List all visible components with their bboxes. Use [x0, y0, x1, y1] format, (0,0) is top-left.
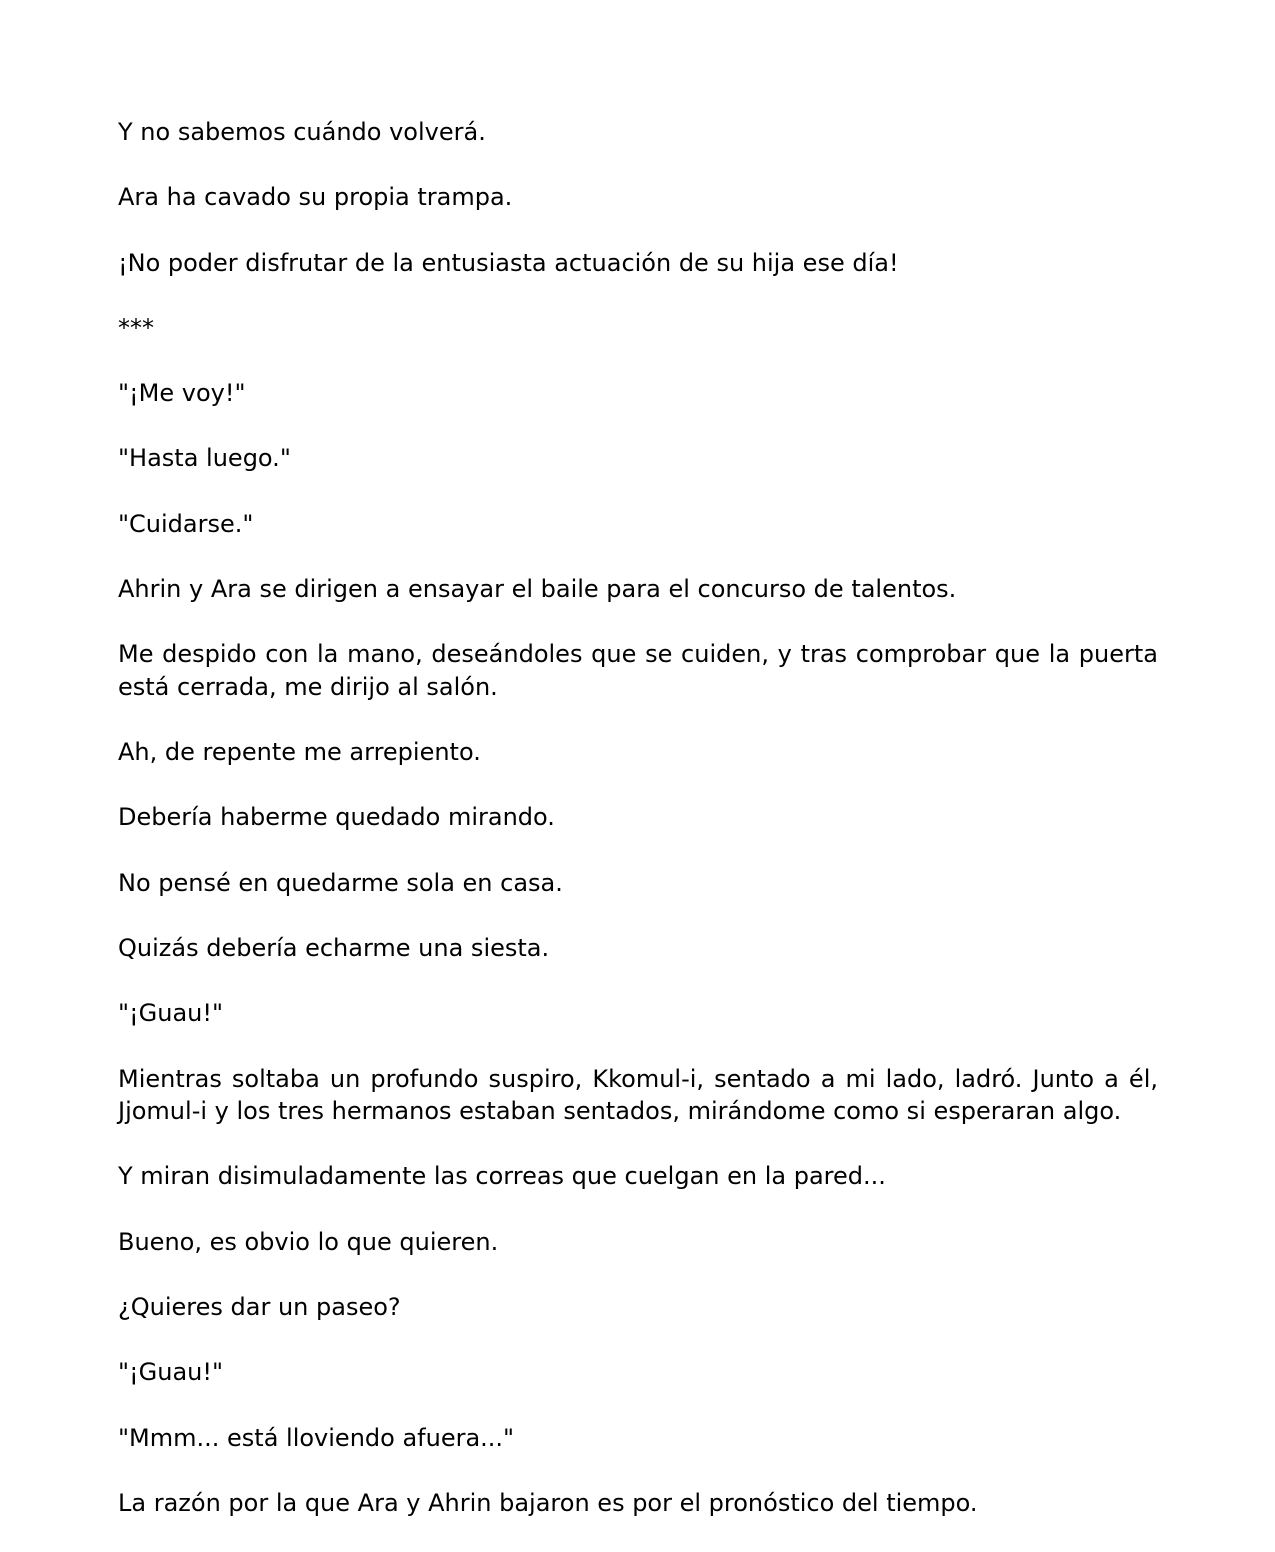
paragraph: Ahrin y Ara se dirigen a ensayar el baile para el concurso de talentos.	[118, 575, 957, 604]
paragraph: Debería haberme quedado mirando.	[118, 803, 555, 832]
paragraph: Y miran disimuladamente las correas que cuelgan en la pared...	[118, 1162, 886, 1191]
dialogue-line: "Hasta luego."	[118, 444, 291, 473]
section-break: ***	[118, 313, 154, 342]
paragraph: La razón por la que Ara y Ahrin bajaron es por el pronóstico del tiempo.	[118, 1488, 978, 1517]
paragraph: Y no sabemos cuándo volverá.	[118, 118, 486, 146]
paragraph: ¡No poder disfrutar de la entusiasta actuación de su hija ese día!	[118, 248, 899, 277]
paragraph: Mientras soltaba un profundo suspiro, Kkomul-i, sentado a mi lado, ladró. Junto a él, Jjomul-i y los tres hermanos estaban sentados, mirándome como si esperaran algo.	[118, 1064, 1158, 1126]
paragraph: Me despido con la mano, deseándoles que se cuiden, y tras comprobar que la puerta está cerrada, me dirijo al salón.	[118, 640, 1158, 701]
paragraph: ¿Quieres dar un paseo?	[118, 1293, 401, 1322]
dialogue-line: "¡Guau!"	[118, 999, 224, 1028]
dialogue-line: "Mmm... está lloviendo afuera..."	[118, 1423, 515, 1452]
dialogue-line: "Cuidarse."	[118, 509, 254, 538]
dialogue-line: "¡Me voy!"	[118, 379, 246, 408]
dialogue-line: "¡Guau!"	[118, 1358, 224, 1387]
paragraph: Ah, de repente me arrepiento.	[118, 738, 481, 767]
paragraph: Bueno, es obvio lo que quieren.	[118, 1227, 499, 1256]
paragraph: Quizás debería echarme una siesta.	[118, 934, 550, 963]
document-page	[118, 116, 1158, 1552]
paragraph: No pensé en quedarme sola en casa.	[118, 868, 563, 897]
paragraph: Ara ha cavado su propia trampa.	[118, 183, 513, 212]
